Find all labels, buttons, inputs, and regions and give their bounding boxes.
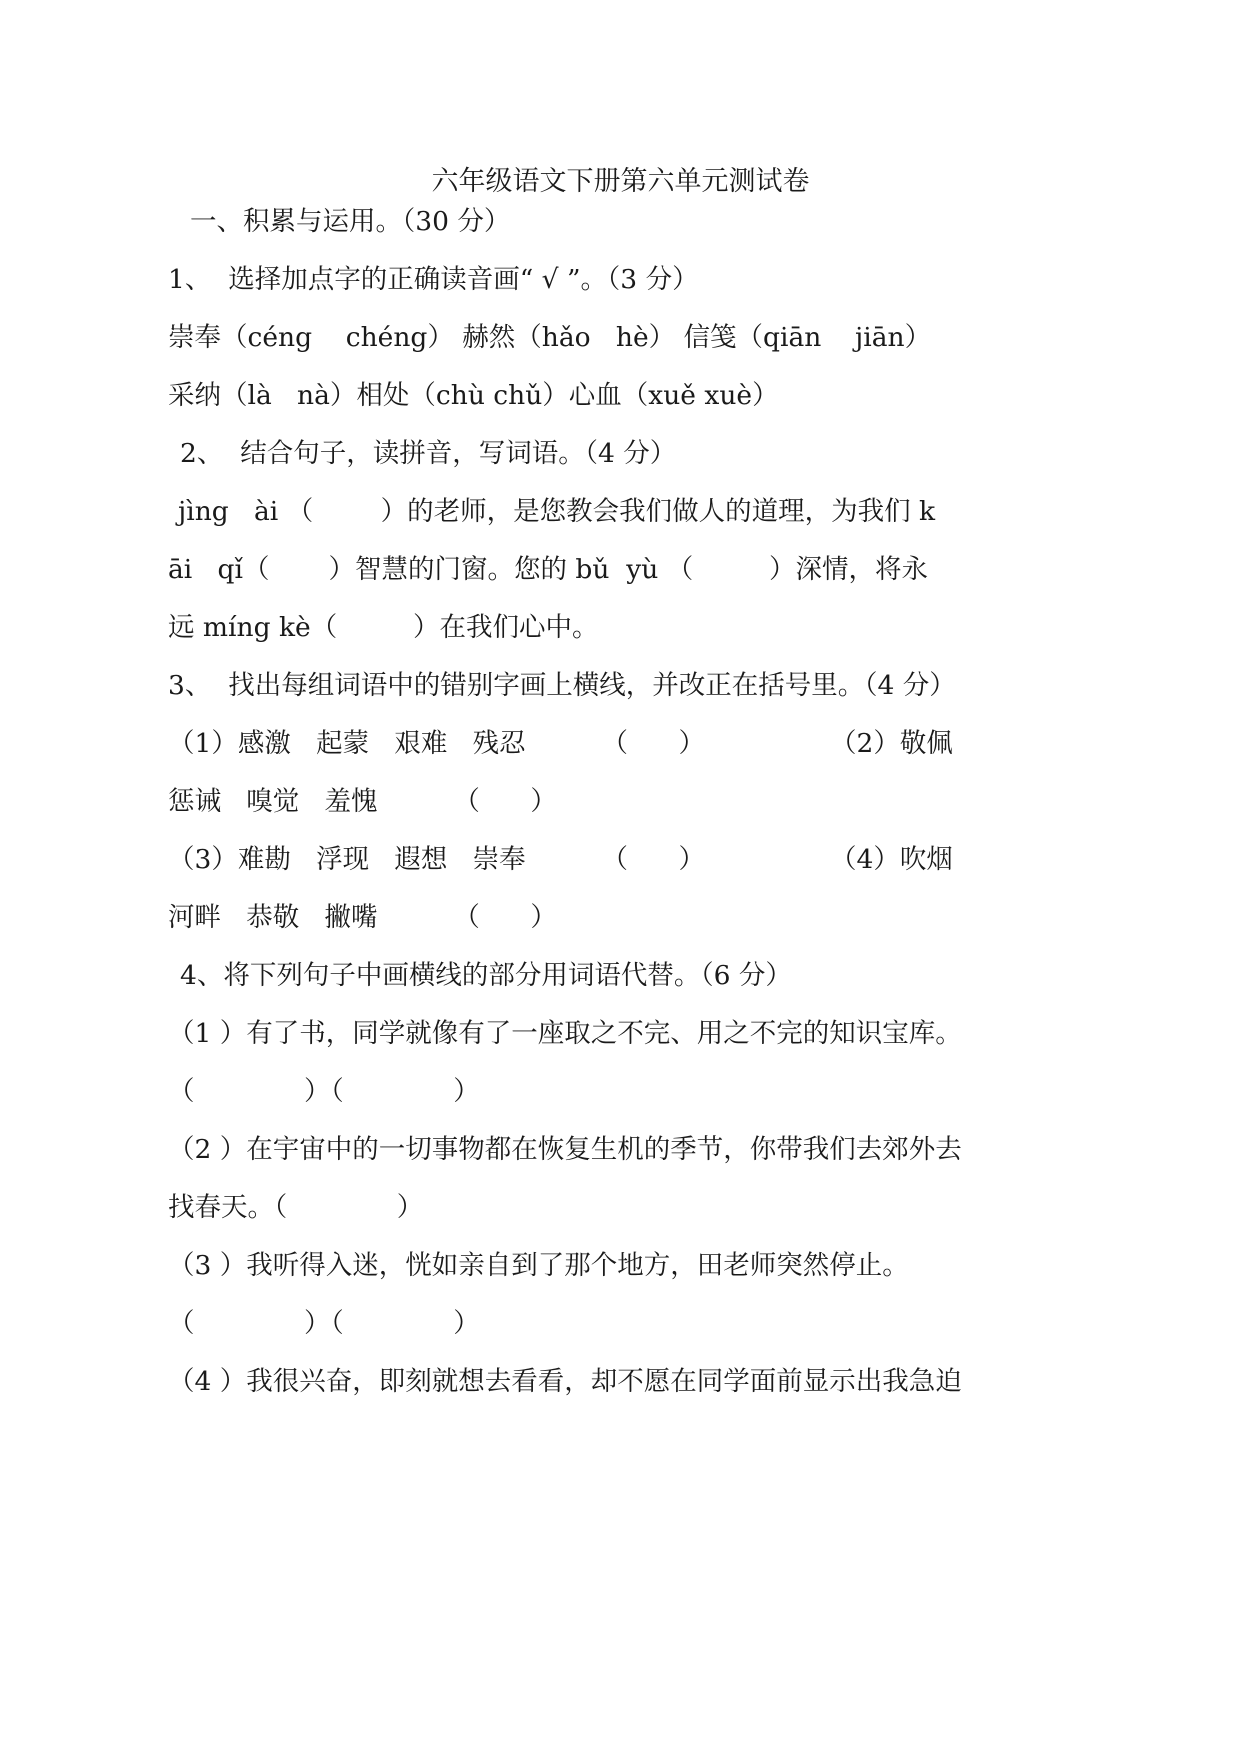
question-4-item-1: （1 ）有了书，同学就像有了一座取之不完、用之不完的知识宝库。 — [168, 1018, 962, 1049]
question-3-group-4-rest: 河畔 恭敬 撇嘴 （ ） — [168, 902, 557, 933]
question-3-prompt: 3、 找出每组词语中的错别字画上横线，并改正在括号里。（4 分） — [168, 670, 956, 701]
question-4-prompt: 4、将下列句子中画横线的部分用词语代替。（6 分） — [180, 960, 792, 991]
question-2-prompt: 2、 结合句子，读拼音，写词语。（4 分） — [180, 438, 677, 469]
question-1-row-1: 崇奉（céng chéng） 赫然（hǎo hè） 信笺（qiān jiān） — [168, 322, 932, 353]
question-1-prompt: 1、 选择加点字的正确读音画“ √ ”。（3 分） — [168, 264, 699, 295]
question-2-text-line-3: 远 míng kè（ ）在我们心中。 — [168, 612, 599, 643]
question-4-item-2-line-2: 找春天。（ ） — [168, 1192, 424, 1223]
page-title: 六年级语文下册第六单元测试卷 — [431, 166, 810, 197]
question-4-item-2-line-1: （2 ）在宇宙中的一切事物都在恢复生机的季节，你带我们去郊外去 — [168, 1134, 962, 1165]
section-heading: 一、积累与运用。（30 分） — [190, 206, 511, 237]
question-4-item-3-answers: （ ）（ ） — [168, 1308, 480, 1339]
question-3-group-3: （3）难勘 浮现 遐想 崇奉 （ ） — [168, 844, 706, 875]
question-2-text-line-1: jìng ài （ ）的老师，是您教会我们做人的道理，为我们 k — [178, 496, 936, 527]
question-4-item-4: （4 ）我很兴奋，即刻就想去看看，却不愿在同学面前显示出我急迫 — [168, 1366, 962, 1397]
question-2-text-line-2: āi qǐ（ ）智慧的门窗。您的 bǔ yù （ ）深情，将永 — [168, 554, 929, 585]
question-4-item-3: （3 ）我听得入迷，恍如亲自到了那个地方，田老师突然停止。 — [168, 1250, 909, 1281]
question-3-group-2-rest: 惩诫 嗅觉 羞愧 （ ） — [168, 786, 557, 817]
question-1-row-2: 采纳（là nà）相处（chù chǔ）心血（xuě xuè） — [168, 380, 779, 411]
question-3-group-4-start: （4）吹烟 — [830, 844, 953, 875]
question-3-group-1: （1）感激 起蒙 艰难 残忍 （ ） — [168, 728, 706, 759]
question-3-group-2-start: （2）敬佩 — [830, 728, 953, 759]
question-4-item-1-answers: （ ）（ ） — [168, 1076, 480, 1107]
